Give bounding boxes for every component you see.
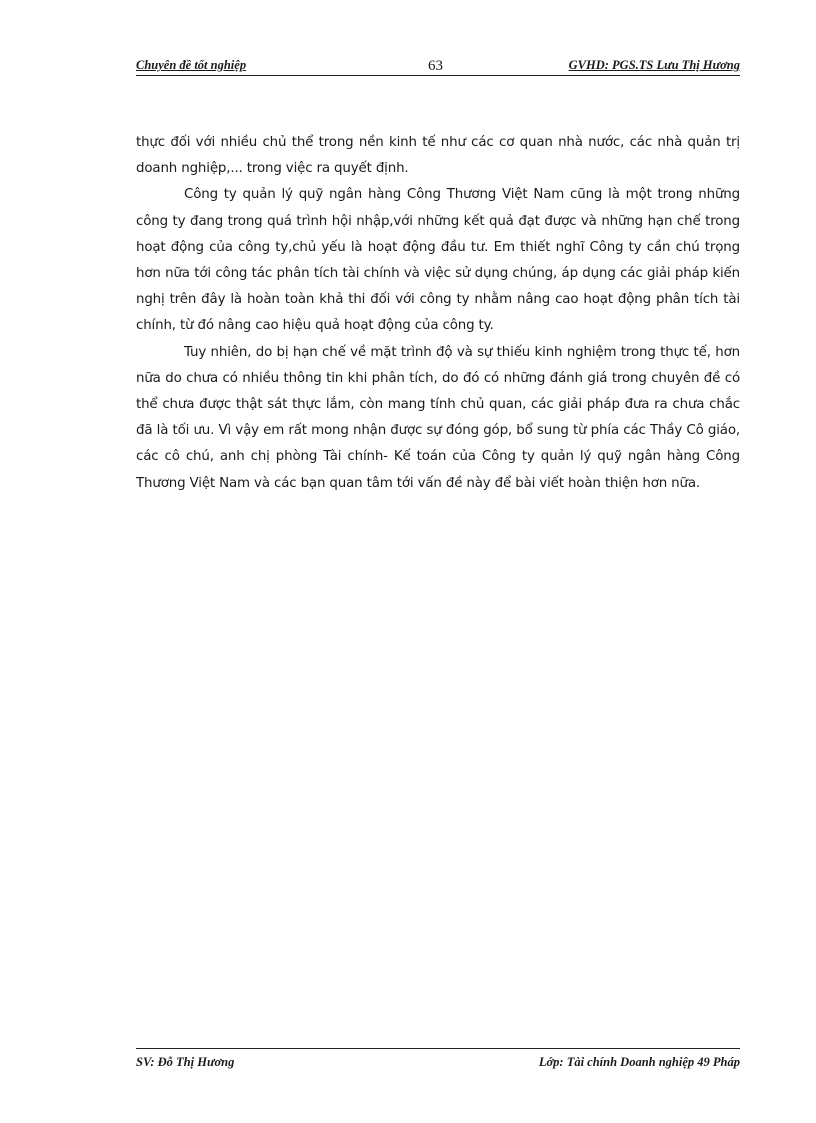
header-supervisor: GVHD: PGS.TS Lưu Thị Hương [568, 58, 740, 72]
footer-student: SV: Đỗ Thị Hương [136, 1055, 235, 1069]
page-number: 63 [428, 58, 443, 74]
header-rule [136, 75, 740, 76]
footer-class: Lớp: Tài chính Doanh nghiệp 49 Pháp [538, 1055, 740, 1069]
paragraph-continuation: thực đối với nhiều chủ thể trong nền kinh tế như các cơ quan nhà nước, các nhà quản trị doanh nghiệp,... trong việc ra quyết định. [136, 135, 740, 177]
document-body [136, 130, 740, 497]
footer-rule [136, 1048, 740, 1049]
paragraph-company-recommendation: Công ty quản lý quỹ ngân hàng Công Thương Việt Nam cũng là một trong những công ty đang trong quá trình hội nhập,với những kết quả đạt được và những hạn chế trong hoạt động của công ty,chủ yếu là hoạt động đầu tư. Em thiết nghĩ Công ty cần chú trọng hơn nữa tới công tác phân tích tài chính và việc sử dụng chúng, áp dụng các giải pháp kiến nghị trên đây là hoàn toàn khả thi đối với công ty nhằm nâng cao hoạt động phân tích tài chính, từ đó nâng cao hiệu quả hoạt động của công ty. [136, 187, 740, 334]
page-footer [136, 1048, 740, 1074]
paragraph-limitations: Tuy nhiên, do bị hạn chế về mặt trình độ và sự thiếu kinh nghiệm trong thực tế, hơn nữa do chưa có nhiều thông tin khi phân tích, do đó có những đánh giá trong chuyên đề có thể chưa được thật sát thực lắm, còn mang tính chủ quan, các giải pháp đưa ra chưa chắc đã là tối ưu. Vì vậy em rất mong nhận được sự đóng góp, bổ sung từ phía các Thầy Cô giáo, các cô chú, anh chị phòng Tài chính- Kế toán của Công ty quản lý quỹ ngân hàng Công Thương Việt Nam và các bạn quan tâm tới vấn đề này để bài viết hoàn thiện hơn nữa. [136, 344, 740, 491]
page-header [136, 56, 740, 76]
header-thesis-title: Chuyên đề tốt nghiệp [136, 58, 247, 72]
